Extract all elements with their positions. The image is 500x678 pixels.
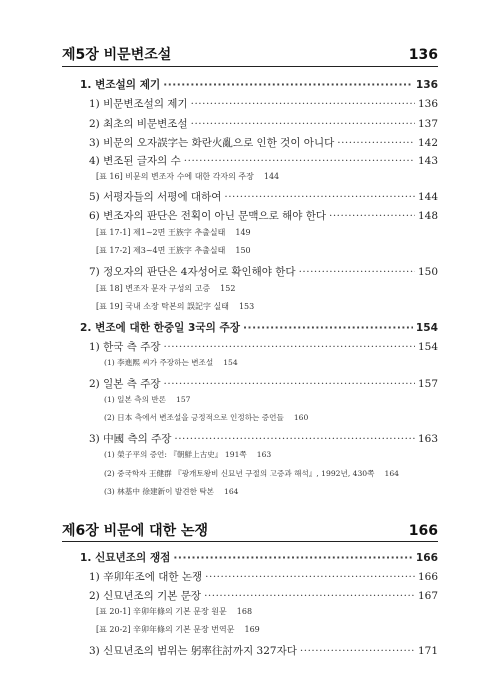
entry-title: 3) 비문의 오자誤字는 화란火亂으로 인한 것이 아니다 bbox=[89, 137, 335, 149]
entry-page: 163 bbox=[256, 450, 272, 459]
toc-entry bbox=[89, 135, 438, 150]
entry-page: 167 bbox=[417, 590, 438, 602]
entry-title: 6) 변조자의 판단은 전획이 아닌 문맥으로 해야 한다 bbox=[89, 210, 326, 222]
toc-entry bbox=[89, 208, 438, 223]
chapter-5-rule bbox=[62, 66, 438, 67]
toc-subentry bbox=[96, 624, 438, 635]
chapter-5-heading bbox=[62, 44, 438, 64]
entry-page: 166 bbox=[417, 571, 438, 583]
entry-page: 150 bbox=[417, 266, 438, 278]
leader-dots bbox=[300, 645, 415, 657]
toc-entry bbox=[89, 189, 438, 204]
chapter-page: 166 bbox=[408, 523, 438, 539]
leader-dots bbox=[204, 590, 415, 602]
entry-title: [표 19] 국내 소장 탁본의 誤記字 실태 bbox=[96, 302, 229, 311]
entry-page: 169 bbox=[244, 625, 260, 634]
toc-entry bbox=[89, 116, 438, 131]
entry-title: 4) 변조된 글자의 수 bbox=[89, 155, 181, 167]
toc-subentry bbox=[104, 449, 438, 460]
toc-entry bbox=[89, 264, 438, 279]
toc-subentry bbox=[96, 301, 438, 312]
toc-entry bbox=[89, 96, 438, 111]
entry-title: (2) 중국학자 王健群 『광개토왕비 신묘년 구절의 고증과 해석』, 1992년, 430쪽 bbox=[104, 469, 375, 478]
chapter-title: 제6장 비문에 대한 논쟁 bbox=[62, 523, 209, 539]
entry-title: [표 17-2] 제3~4면 王族字 추출실태 bbox=[96, 246, 226, 255]
entry-title: 1) 한국 측 주장 bbox=[89, 341, 161, 353]
entry-title: 2) 최초의 비문변조설 bbox=[89, 118, 188, 130]
toc-entry bbox=[89, 643, 438, 658]
toc-subentry bbox=[96, 606, 438, 617]
entry-page: 164 bbox=[224, 487, 239, 496]
toc-entry bbox=[89, 376, 438, 391]
entry-title: 1) 비문변조설의 제기 bbox=[89, 98, 188, 110]
toc-subentry bbox=[96, 227, 438, 238]
toc-subentry bbox=[104, 412, 438, 423]
leader-dots bbox=[184, 155, 415, 167]
entry-page: 168 bbox=[236, 607, 253, 616]
toc-subentry bbox=[96, 171, 438, 182]
entry-page: 143 bbox=[417, 155, 438, 167]
entry-title: (2) 日本 측에서 변조설을 긍정적으로 인정하는 증언들 bbox=[104, 413, 284, 422]
entry-title: 2) 신묘년조의 기본 문장 bbox=[89, 590, 202, 602]
entry-page: 149 bbox=[235, 228, 251, 237]
entry-page: 164 bbox=[384, 469, 399, 478]
entry-title: 3) 신묘년조의 범위는 躬率往討까지 327자다 bbox=[89, 645, 297, 657]
entry-page: 157 bbox=[417, 378, 438, 390]
entry-page: 160 bbox=[293, 413, 309, 422]
entry-page: 152 bbox=[220, 284, 236, 293]
entry-page: 153 bbox=[238, 302, 255, 311]
chapter-6-heading bbox=[62, 520, 438, 540]
chapter-page: 136 bbox=[408, 47, 438, 63]
entry-page: 142 bbox=[417, 137, 438, 149]
entry-title: 1. 변조설의 제기 bbox=[80, 79, 161, 91]
entry-page: 136 bbox=[417, 98, 438, 110]
leader-dots bbox=[163, 79, 413, 91]
leader-dots bbox=[299, 266, 415, 278]
entry-title: (1) 榮子平의 증언: 『朝鮮上古史』 191쪽 bbox=[104, 450, 247, 459]
toc-entry bbox=[89, 588, 438, 603]
toc-entry bbox=[80, 550, 438, 565]
entry-title: 7) 정오자의 판단은 4자성어로 확인해야 한다 bbox=[89, 266, 296, 278]
entry-title: (1) 일본 측의 반론 bbox=[104, 395, 167, 404]
leader-dots bbox=[191, 118, 415, 130]
chapter-title: 제5장 비문변조설 bbox=[62, 47, 172, 63]
toc-subentry bbox=[104, 357, 438, 368]
entry-page: 166 bbox=[415, 552, 438, 564]
leader-dots bbox=[329, 210, 415, 222]
entry-title: [표 20-2] 辛卯年條의 기본 문장 번역문 bbox=[96, 625, 235, 634]
entry-page: 148 bbox=[417, 210, 438, 222]
chapter-6-rule bbox=[62, 541, 438, 542]
leader-dots bbox=[173, 552, 412, 564]
toc-entry bbox=[89, 339, 438, 354]
entry-title: [표 16] 비문의 변조자 수에 대한 각자의 주장 bbox=[96, 172, 254, 181]
leader-dots bbox=[205, 571, 415, 583]
entry-page: 136 bbox=[415, 79, 438, 91]
entry-title: 3) 中國 측의 주장 bbox=[89, 433, 172, 445]
toc-subentry bbox=[96, 245, 438, 256]
entry-title: [표 17-1] 제1~2면 王族字 추출실태 bbox=[96, 228, 226, 237]
leader-dots bbox=[191, 98, 415, 110]
toc-entry bbox=[89, 431, 438, 446]
leader-dots bbox=[337, 137, 415, 149]
toc-entry bbox=[80, 320, 438, 335]
leader-dots bbox=[164, 341, 415, 353]
entry-title: (3) 林基中 徐建新이 발견한 탁본 bbox=[104, 487, 214, 496]
entry-title: 2) 일본 측 주장 bbox=[89, 378, 161, 390]
entry-title: [표 20-1] 辛卯年條의 기본 문장 원문 bbox=[96, 607, 227, 616]
toc-subentry bbox=[104, 394, 438, 405]
entry-title: 1) 辛卯年조에 대한 논쟁 bbox=[89, 571, 203, 583]
toc-subentry bbox=[96, 283, 438, 294]
entry-page: 154 bbox=[415, 322, 438, 334]
entry-page: 144 bbox=[417, 191, 438, 203]
entry-title: 1. 신묘년조의 쟁점 bbox=[80, 552, 171, 564]
entry-page: 154 bbox=[417, 341, 438, 353]
entry-page: 137 bbox=[417, 118, 438, 130]
entry-title: 2. 변조에 대한 한중일 3국의 주장 bbox=[80, 322, 241, 334]
toc-subentry bbox=[104, 486, 438, 497]
leader-dots bbox=[174, 433, 415, 445]
toc-entry bbox=[89, 153, 438, 168]
entry-title: [표 18] 변조자 문자 구성의 고증 bbox=[96, 284, 211, 293]
entry-page: 154 bbox=[223, 358, 238, 367]
entry-page: 157 bbox=[176, 395, 191, 404]
leader-dots bbox=[164, 378, 415, 390]
leader-dots bbox=[243, 322, 413, 334]
leader-dots bbox=[224, 191, 415, 203]
toc-entry bbox=[89, 569, 438, 584]
toc-subentry bbox=[104, 468, 438, 479]
entry-title: (1) 李進熙 씨가 주장하는 변조설 bbox=[104, 358, 214, 367]
entry-page: 144 bbox=[263, 172, 280, 181]
toc-entry bbox=[80, 77, 438, 92]
entry-title: 5) 서평자들의 서평에 대하여 bbox=[89, 191, 222, 203]
entry-page: 163 bbox=[417, 433, 438, 445]
entry-page: 150 bbox=[235, 246, 251, 255]
entry-page: 171 bbox=[417, 645, 438, 657]
